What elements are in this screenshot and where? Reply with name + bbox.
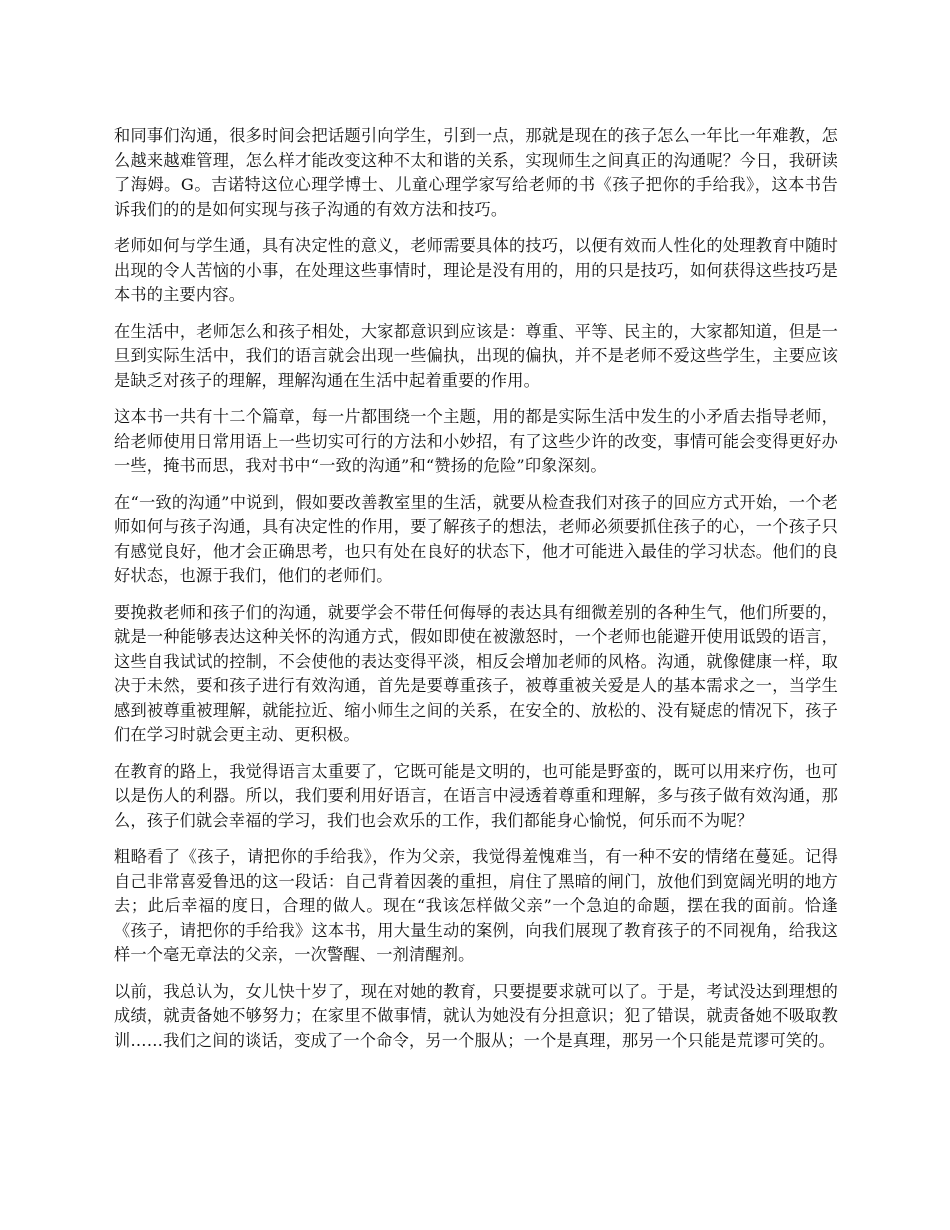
paragraph: 和同事们沟通，很多时间会把话题引向学生，引到一点，那就是现在的孩子怎么一年比一年难教，怎么越来越难管理，怎么样才能改变这种不太和谐的关系，实现师生之间真正的沟通呢？今日，我研读了海姆。G。吉诺特这位心理学博士、儿童心理学家写给老师的书《孩子把你的手给我》，这本书告诉我们的的是如何实现与孩子沟通的有效方法和技巧。 (114, 126, 838, 219)
paragraph: 要挽救老师和孩子们的沟通，就要学会不带任何侮辱的表达具有细微差别的各种生气，他们所要的，就是一种能够表达这种关怀的沟通方式，假如即使在被激怒时，一个老师也能避开使用诋毁的语言，这些自我试试的控制，不会使他的表达变得平淡，相反会增加老师的风格。沟通，就像健康一样，取决于未然，要和孩子进行有效沟通，首先是要尊重孩子，被尊重被关爱是人的基本需求之一，当学生感到被尊重被理解，就能拉近、缩小师生之间的关系，在安全的、放松的、没有疑虑的情况下，孩子们在学习时就会更主动、更积极。 (114, 602, 838, 744)
paragraph: 粗略看了《孩子，请把你的手给我》，作为父亲，我觉得羞愧难当，有一种不安的情绪在蔓延。记得自己非常喜爱鲁迅的这一段话：自己背着因袭的重担，肩住了黑暗的闸门，放他们到宽阔光明的地方去；此后幸福的度日，合理的做人。现在“我该怎样做父亲”一个急迫的命题，摆在我的面前。恰逢《孩子，请把你的手给我》这本书，用大量生动的案例，向我们展现了教育孩子的不同视角，给我这样一个毫无章法的父亲，一次警醒、一剂清醒剂。 (114, 847, 838, 964)
paragraph: 在“一致的沟通”中说到，假如要改善教室里的生活，就要从检查我们对孩子的回应方式开始，一个老师如何与孩子沟通，具有决定性的作用，要了解孩子的想法，老师必须要抓住孩子的心，一个孩子只有感觉良好，他才会正确思考，也只有处在良好的状态下，他才可能进入最佳的学习状态。他们的良好状态，也源于我们，他们的老师们。 (114, 492, 838, 585)
paragraph: 这本书一共有十二个篇章，每一片都围绕一个主题，用的都是实际生活中发生的小矛盾去指导老师，给老师使用日常用语上一些切实可行的方法和小妙招，有了这些少许的改变，事情可能会变得更好办一些，掩书而思，我对书中“一致的沟通”和“赞扬的危险”印象深刻。 (114, 407, 838, 475)
paragraph: 老师如何与学生通，具有决定性的意义，老师需要具体的技巧，以便有效而人性化的处理教育中随时出现的令人苦恼的小事，在处理这些事情时，理论是没有用的，用的只是技巧，如何获得这些技巧是本书的主要内容。 (114, 236, 838, 304)
document-body (114, 124, 838, 1065)
paragraph: 在教育的路上，我觉得语言太重要了，它既可能是文明的，也可能是野蛮的，既可以用来疗伤，也可以是伤人的利器。所以，我们要利用好语言，在语言中浸透着尊重和理解，多与孩子做有效沟通，那么，孩子们就会幸福的学习，我们也会欢乐的工作，我们都能身心愉悦，何乐而不为呢？ (114, 761, 838, 830)
paragraph: 以前，我总认为，女儿快十岁了，现在对她的教育，只要提要求就可以了。于是，考试没达到理想的成绩，就责备她不够努力；在家里不做事情，就认为她没有分担意识；犯了错误，就责备她不吸取教训……我们之间的谈话，变成了一个命令，另一个服从；一个是真理，那另一个只能是荒谬可笑的。 (114, 981, 838, 1050)
paragraph: 在生活中，老师怎么和孩子相处，大家都意识到应该是：尊重、平等、民主的，大家都知道，但是一旦到实际生活中，我们的语言就会出现一些偏执，出现的偏执，并不是老师不爱这些学生，主要应该是缺乏对孩子的理解，理解沟通在生活中起着重要的作用。 (114, 321, 838, 390)
